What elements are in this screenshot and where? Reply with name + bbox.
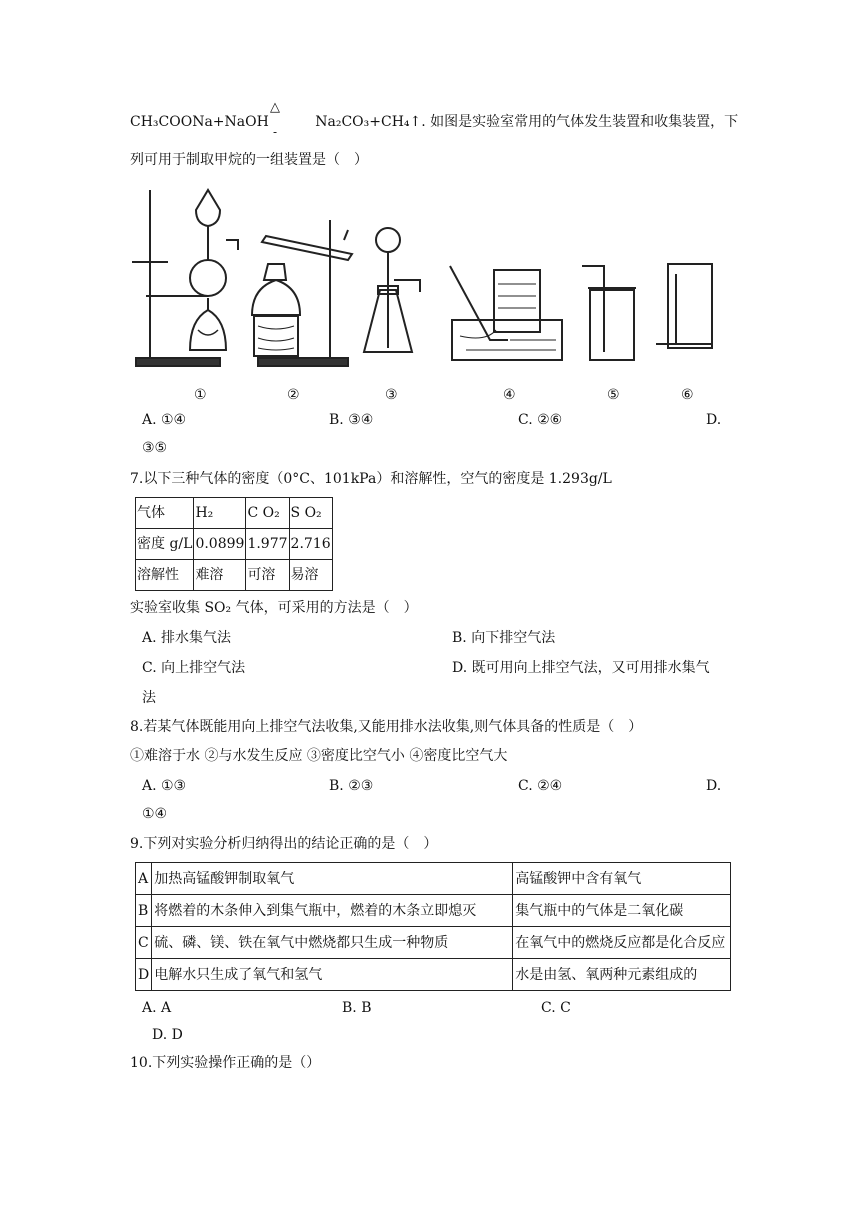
q7-option-a[interactable]: A. 排水集气法	[142, 630, 232, 646]
table-cell: 高锰酸钾中含有氧气	[513, 863, 731, 895]
apparatus-label-2: ②	[287, 387, 300, 403]
q6-line2: 列可用于制取甲烷的一组装置是（ ）	[130, 152, 368, 168]
eq-left: CH₃COONa+NaOH	[130, 114, 269, 130]
q7-option-b[interactable]: B. 向下排空气法	[452, 630, 556, 646]
q8-option-a[interactable]: A. ①③	[142, 778, 187, 794]
table-cell: A	[136, 863, 152, 895]
q6-option-b[interactable]: B. ③④	[329, 412, 374, 428]
q9-stem: 9.下列对实验分析归纳得出的结论正确的是（ ）	[130, 836, 438, 852]
apparatus-4	[450, 266, 562, 360]
apparatus-label-3: ③	[385, 387, 398, 403]
table-cell: 硫、磷、镁、铁在氧气中燃烧都只生成一种物质	[152, 927, 513, 959]
q9-option-a[interactable]: A. A	[142, 1000, 172, 1016]
table-cell: 集气瓶中的气体是二氧化碳	[513, 895, 731, 927]
q9-option-c[interactable]: C. C	[541, 1000, 571, 1016]
q8-properties: ①难溶于水 ②与水发生反应 ③密度比空气小 ④密度比空气大	[130, 748, 508, 764]
table-row	[136, 498, 333, 529]
table-cell: 难溶	[194, 560, 246, 591]
apparatus-label-1: ①	[194, 387, 207, 403]
table-cell: C	[136, 927, 152, 959]
q6-option-c[interactable]: C. ②⑥	[518, 412, 563, 428]
apparatus-label-5: ⑤	[607, 387, 620, 403]
table-cell: 在氧气中的燃烧反应都是化合反应	[513, 927, 731, 959]
table-cell: 1.977	[246, 529, 289, 560]
table-cell: 气体	[136, 498, 194, 529]
experiment-table	[135, 862, 731, 991]
table-row	[136, 959, 731, 991]
q10-stem: 10.下列实验操作正确的是（）	[130, 1055, 321, 1071]
q7-option-c[interactable]: C. 向上排空气法	[142, 660, 246, 676]
table-cell: 可溶	[246, 560, 289, 591]
table-row	[136, 560, 333, 591]
apparatus-5	[582, 266, 636, 360]
table-cell: 溶解性	[136, 560, 194, 591]
eq-right: Na₂CO₃+CH₄↑. 如图是实验室常用的气体发生装置和收集装置，下	[315, 114, 739, 130]
table-cell: 加热高锰酸钾制取氧气	[152, 863, 513, 895]
q6-option-d-wrap: ③⑤	[142, 440, 168, 456]
q9-option-b[interactable]: B. B	[342, 1000, 372, 1016]
table-cell: 2.716	[289, 529, 332, 560]
table-cell: 水是由氢、氧两种元素组成的	[513, 959, 731, 991]
q7-stem: 7.以下三种气体的密度（0°C、101kPa）和溶解性，空气的密度是 1.293g/L	[130, 471, 612, 487]
table-cell: 密度 g/L	[136, 529, 194, 560]
table-cell: H₂	[194, 498, 246, 529]
q9-option-d[interactable]: D. D	[152, 1027, 183, 1043]
table-cell: S O₂	[289, 498, 332, 529]
table-cell: 易溶	[289, 560, 332, 591]
gas-property-table	[135, 497, 333, 591]
table-cell: D	[136, 959, 152, 991]
apparatus-figure	[128, 180, 728, 405]
table-row	[136, 529, 333, 560]
apparatus-label-6: ⑥	[681, 387, 694, 403]
q7-option-d-wrap: 法	[142, 690, 156, 706]
q8-option-c[interactable]: C. ②④	[518, 778, 563, 794]
q7-question: 实验室收集 SO₂ 气体，可采用的方法是（ ）	[130, 600, 418, 616]
table-cell: 0.0899	[194, 529, 246, 560]
reaction-equation: CH₃COONa+NaOH △ - Na₂CO₃+CH₄↑. 如图是实验室常用的气体发生装置和收集装置，下	[130, 100, 739, 139]
table-row	[136, 863, 731, 895]
q8-stem: 8.若某气体既能用向上排空气法收集,又能用排水法收集,则气体具备的性质是（ ）	[130, 719, 643, 735]
apparatus-label-4: ④	[503, 387, 516, 403]
q6-option-d[interactable]: D.	[706, 412, 722, 428]
q6-option-a[interactable]: A. ①④	[142, 412, 187, 428]
apparatus-6	[656, 264, 712, 348]
table-row	[136, 895, 731, 927]
q8-option-d[interactable]: D.	[706, 778, 722, 794]
table-cell: 电解水只生成了氧气和氢气	[152, 959, 513, 991]
q8-option-d-wrap: ①④	[142, 806, 168, 822]
table-cell: C O₂	[246, 498, 289, 529]
q8-option-b[interactable]: B. ②③	[329, 778, 374, 794]
table-cell: B	[136, 895, 152, 927]
heating-symbol: △	[270, 100, 280, 115]
table-row	[136, 927, 731, 959]
q7-option-d[interactable]: D. 既可用向上排空气法，又可用排水集气	[452, 660, 710, 676]
apparatus-3	[364, 228, 420, 352]
apparatus-2	[252, 220, 352, 366]
apparatus-1	[132, 190, 238, 366]
table-cell: 将燃着的木条伸入到集气瓶中，燃着的木条立即熄灭	[152, 895, 513, 927]
